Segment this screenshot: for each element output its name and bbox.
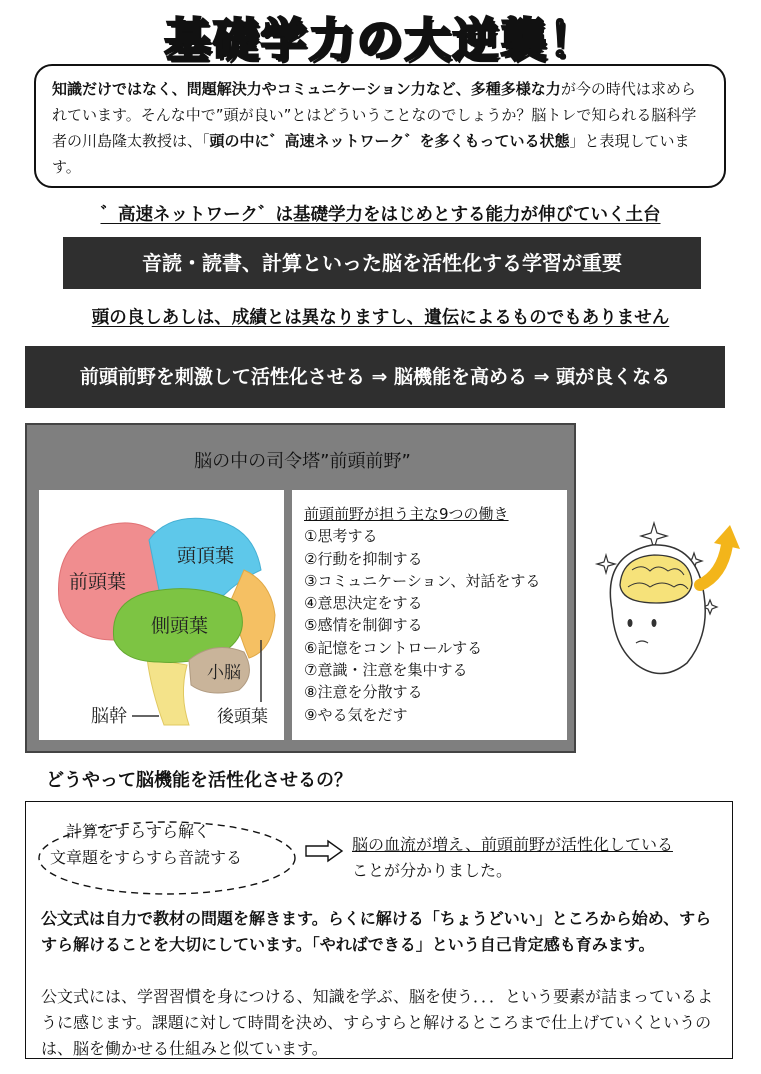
functions-heading: 前頭前野が担う主な9つの働き <box>304 505 509 523</box>
function-item: ③コミュニケーション、対話をする <box>304 571 541 590</box>
function-item: ⑧注意を分散する <box>304 683 423 702</box>
function-item: ⑦意識・注意を集中する <box>304 661 468 680</box>
right-arrow-icon <box>304 839 344 867</box>
brain-panel <box>25 423 576 753</box>
page-title: 基礎学力の大逆襲！ <box>164 13 597 67</box>
label-cerebellum: 小脳 <box>207 663 241 683</box>
brain-icon <box>620 555 692 603</box>
band-learning: 音読・読書、計算といった脳を活性化する学習が重要 <box>63 237 701 289</box>
label-temporal: 側頭葉 <box>151 615 209 637</box>
functions-list <box>292 490 567 740</box>
heading-intelligence: 頭の良しあしは、成績とは異なりますし、遺伝によるものでもありません <box>91 308 670 328</box>
function-item: ④意思決定をする <box>304 594 423 613</box>
kumon-paragraph-2: 公文式には、学習習慣を身につける、知識を学ぶ、脳を使う．．．という要素が詰まっているように感じます。課題に対して時間を決め、すらすらと解けるところまで仕上げていくというのは、脳を働かせる仕組みと似ています。 <box>41 987 714 1058</box>
label-parietal: 頭頂葉 <box>177 545 235 567</box>
thinking-head-illustration <box>592 515 742 685</box>
head-svg <box>592 515 742 685</box>
function-item: ⑥記憶をコントロールする <box>304 638 483 657</box>
intro-bold-2: 頭の中に゛高速ネットワーク゛を多くもっている状態 <box>209 132 570 150</box>
bottom-box <box>25 801 733 1059</box>
function-item: ①思考する <box>304 527 378 546</box>
eye-icon <box>628 619 633 627</box>
intro-text-1: が今の時代は求められています。そんな中で”頭が良い”とはどういうことなのでしょうか？脳トレで知られる脳科学者の川島隆太教授は、「 <box>52 80 697 150</box>
sparkle-icon <box>597 555 615 573</box>
band-prefrontal: 前頭前野を刺激して活性化させる ⇒ 脳機能を高める ⇒ 頭が良くなる <box>25 346 725 408</box>
brainstem-region <box>147 658 189 725</box>
intro-bold-1: 知識だけではなく、問題解決力やコミュニケーション力など、多種多様な力 <box>52 80 561 98</box>
brain-panel-title: 脳の中の司令塔”前頭前野” <box>194 451 411 472</box>
result-text-2: ことが分かりました。 <box>352 861 513 880</box>
up-arrow-icon <box>700 545 727 585</box>
intro-box <box>34 64 726 188</box>
label-brainstem: 脳幹 <box>91 706 127 727</box>
ellipse-text-reading: 文章題をすらすら音読する <box>50 848 243 867</box>
label-frontal: 前頭葉 <box>69 571 127 593</box>
label-occipital: 後頭葉 <box>217 707 268 727</box>
up-arrow-head-icon <box>714 525 740 549</box>
result-text-1: 脳の血流が増え、前頭前野が活性化している <box>352 835 673 854</box>
heading-network: ゛高速ネットワーク゛は基礎学力をはじめとする能力が伸びていく土台 <box>100 205 661 225</box>
brain-illustration <box>39 490 284 740</box>
brain-diagram-svg <box>39 490 284 740</box>
function-item: ⑨やる気をだす <box>304 705 408 724</box>
kumon-paragraph-1: 公文式は自力で教材の問題を解きます。らくに解ける「ちょうどいい」ところから始め、すらすら解けることを大切にしています。「やればできる」という自己肯定感も育みます。 <box>41 909 712 954</box>
eye-icon <box>652 619 657 627</box>
how-heading: どうやって脳機能を活性化させるの？ <box>46 770 352 791</box>
function-item: ②行動を抑制する <box>304 549 423 568</box>
ellipse-text-calc: 計算をすらすら解く <box>66 822 211 841</box>
intro-text-2: 」と表現しています。 <box>52 132 690 176</box>
function-item: ⑤感情を制御する <box>304 616 423 635</box>
